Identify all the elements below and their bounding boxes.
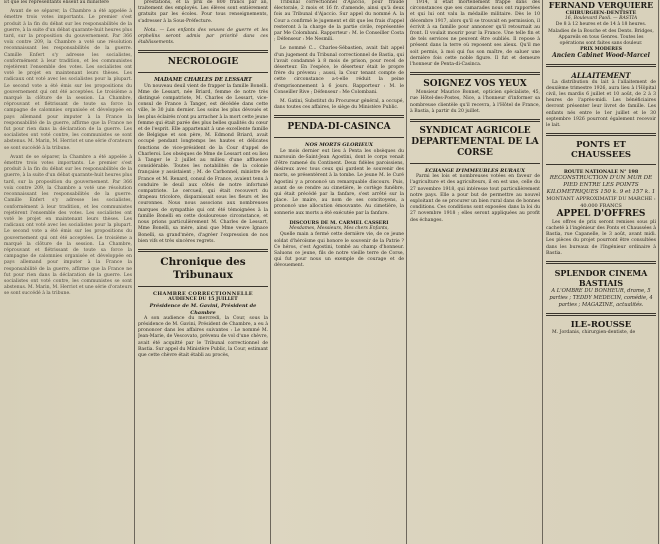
dentist-ad bbox=[546, 0, 656, 60]
column-rule bbox=[270, 0, 271, 544]
column-rule bbox=[542, 0, 543, 544]
column-5 bbox=[546, 0, 656, 544]
column-rule bbox=[406, 0, 407, 544]
dentist-address: 16, Boulevard Paoli. — BASTIA bbox=[564, 16, 638, 22]
dentist-hours: De 8 à 12 heures et de 14 à 18 heures. bbox=[555, 22, 647, 28]
penda-subtitle: NOS MORTS GLORIEUX bbox=[305, 142, 373, 149]
syndicat-subtitle: ECHANGE D'IMMEUBLES RURAUX bbox=[425, 168, 525, 175]
opening-line: Et que les représentants élisent au ministère bbox=[4, 0, 109, 5]
dentist-extra: Maladies de la Bouche et des Dents. Bridges, Appareils en tous Genres. Toutes les opérations sont faites sans douleur. bbox=[548, 28, 654, 47]
discours-body: Quelle main a fermé cette dernière vie, de ce jeune soldat d'héroïsme qui honore le souvenir de la Patrie ? Ce héros, c'est Agostini, tombé au champ d'honneur. Saluons ce jeune, fils de notre vieille terre de Corse, qui fut pour nous un exemple de courage et de dévouement. bbox=[274, 232, 404, 269]
column2-note: Nota. — Les enfants des veuves de guerre et les orphelins seront admis par priorité dans ces établissements. bbox=[138, 27, 268, 46]
penda-title: PENDA-DI-CASINCA bbox=[287, 122, 391, 133]
column1-body: Avant de se séparer, la Chambre a été appelée à émettre trois votes importants. Le premier s'est produit à la fin du débat sur les responsabilités de la guerre, à la suite d'un débat quarante-huit heures plus tard, sur la proposition du gouvernement. Par 366 voix contre 209, la Chambre a voté une résolution reconnaissant les responsabilités de la guerre. Camille Enfert s'y adresse les socialistes, conformément à leur tradition, et les communistes rejetèrent l'ensemble des votes. Les socialistes ont voté le projet en maintenant leurs thèses. Les radicaux ont voté avec les socialistes pour la plupart. Le second vote a été émis sur les propositions du gouvernement qui ont été acceptées. Le troisième a marqué la clôture de la session. La Chambre, réprouvant et flétrissant de toute sa force la campagne de calomnies organisée et développée en pays allemand pour imputer à la France la responsabilité de la guerre, affirme que la France ne fut pour rien dans la déclaration de la guerre. Les socialistes ont voté contre, les communistes se sont abstenus. M. Marin, M. Herriot et une série d'orateurs se sont succédé à la tribune. bbox=[4, 9, 132, 151]
column-1 bbox=[4, 0, 132, 544]
syndicat-title: SYNDICAT AGRICOLE DEPARTEMENTAL DE LA CORSE bbox=[411, 126, 539, 159]
ile-body: M. Jordanis, chirurgien-dentiste, de bbox=[552, 330, 636, 336]
ponts-amount: MONTANT APPROXIMATIF DU MARCHE : 40.000 FRANCS bbox=[546, 196, 656, 209]
column3-second: Le nommé C... Charles-Sébastien, avait fait appel d'un jugement du Tribunal correctionnel de Bastia, qui l'avait condamné à 8 mois de prison, pour recel de déserteur. En l'espèce, le déserteur était le propre frère du prévenu ; aussi, la Cour tenant compte de cette circonstance a-t-elle réduit la peine d'emprisonnement à 6 jours. Rapporteur : M. le Conseiller Rive ; Défenseur : Me Colombani. bbox=[274, 46, 404, 95]
column2-intro: prestations, et la prix de 800 francs par an, traitement des employés. Les élèves sont entièrement gratuits par les écoles. Pour tous renseignements, s'adresser à la Sous-Préfecture. bbox=[138, 0, 268, 24]
ponts-route: ROUTE NATIONALE N° 198 bbox=[563, 169, 639, 176]
cinema-body: A L'OMBRE DU BONHEUR, drame, 5 parties ; TEDDY MEDECIN, comédie, 4 parties ; MAGAZINE, actualités. bbox=[549, 288, 653, 309]
dentist-name: FERNAND VERQUIERE bbox=[548, 0, 654, 10]
discours-title: DISCOURS DE M. CARMEL CASSERI bbox=[289, 219, 389, 226]
column-4 bbox=[410, 0, 540, 544]
page-edge-rule bbox=[658, 0, 659, 544]
chamber-title: CHAMBRE CORRECTIONNELLE bbox=[153, 290, 253, 297]
soignez-title: SOIGNEZ VOS YEUX bbox=[423, 79, 527, 90]
necrology-body: Un nouveau deuil vient de frapper la famille Bonelli. Mme de Lessart, née Briard, femme de notre très distingué compatriote, M. Charles de Lessart, vice-consul de France à Tanger, est décédée dans cette ville, le 30 juin dernier. Les soins les plus dévoués et les plus éclairés n'ont pu arracher à la mort cette jeune femme qui était parée des plus belles qualités du cœur et de l'esprit. Elle appartenait à une excellente famille de Belgique et son père, M. Edmond Briard, avait occupé pendant longtemps les hautes et délicates fonctions de vice-président de la Cour d'appel de Charleroi. Les obsèques de Mme de Lessart ont eu lieu à Tanger le 2 juillet au milieu d'une affluence considérable. Toutes les notabilités de la colonie française y assistaient ; M. de Carbonnel, ministre de France et M. Renard, consul de France, avaient tenu à conduire le deuil aux côtés de notre infortuné compatriote. Le cercueil, qui était recouvert du drapeau tricolore, disparaissait sous les fleurs et les couronnes. Nous nous associons aux nombreuses marques de sympathie qui ont été témoignées à la famille Bonelli en cette douloureuse circonstance, et nous prions particulièrement M. Charles de Lessart, Mme Bonelli, sa mère, ainsi que Mme veuve Ignace Bonelli, sa grand'mère, d'agréer l'expression de nos bien vifs et très sincères regrets. bbox=[138, 83, 268, 244]
necrology-title: NECROLOGIE bbox=[167, 57, 239, 68]
dentist-profession: CHIRURGIEN-DENTISTE bbox=[565, 10, 637, 16]
allaitement-title: ALLAITEMENT bbox=[571, 70, 631, 80]
ponts-title: PONTS ET CHAUSSEES bbox=[571, 140, 631, 161]
column-rule bbox=[134, 0, 135, 544]
dentist-former: Ancien Cabinet Wood-Marcel bbox=[552, 52, 650, 60]
chronicle-body: A son audience du mercredi, la Cour, sous la présidence de M. Gavini, Président de Chambre, a eu à prononcer dans les affaires suivantes : Le nommé M. Jean-Marie, de Vescovato, prévenu de vol d'une chèvre, avait été acquitté par le Tribunal correctionnel de Bastia. Sur appel du Ministère Public, la Cour, estimant que cette chèvre était établi au procès, bbox=[138, 315, 268, 358]
column1-body-cont: Avant de se séparer, la Chambre a été appelée à émettre trois votes importants. Le premier s'est produit à la fin du débat sur les responsabilités de la guerre, à la suite d'un débat quarante-huit heures plus tard, sur la proposition du gouvernement. Par 366 voix contre 209, la Chambre a voté une résolution reconnaissant les responsabilités de la guerre. Camille Enfert s'y adresse les socialistes, conformément à leur tradition, et les communistes rejetèrent l'ensemble des votes. Les socialistes ont voté le projet en maintenant leurs thèses. Les radicaux ont voté avec les socialistes pour la plupart. Le second vote a été émis sur les propositions du gouvernement qui ont été acceptées. Le troisième a marqué la clôture de la session. La Chambre, réprouvant et flétrissant de toute sa force la campagne de calomnies organisée et développée en pays allemand pour imputer à la France la responsabilité de la guerre, affirme que la France ne fut pour rien dans la déclaration de la guerre. Les socialistes ont voté contre, les communistes se sont abstenus. M. Marin, M. Herriot et une série d'orateurs se sont succédé à la tribune. bbox=[4, 154, 132, 297]
presidence: Présidence de M. Gavini, Président de Chambre bbox=[149, 303, 257, 316]
appel-body: Les offres de prix seront remises sous pli cacheté à l'ingénieur des Ponts et Chaussées à Bastia, rue Capanelle, le 3 août, avant midi. Les pièces du projet pourront être consultées dans les bureaux de l'Ingénieur ordinaire à Bastia. bbox=[546, 219, 656, 256]
column-2 bbox=[138, 0, 268, 544]
ile-title: ILE-ROUSSE bbox=[570, 320, 632, 331]
chronicle-title: Chronique des Tribunaux bbox=[160, 255, 246, 281]
hearing-date: AUDIENCE DU 15 JUILLET bbox=[168, 297, 238, 303]
ponts-work: RECONSTRUCTION D'UN MUR DE PIED ENTRE LES POINTS KILOMETRIQUES 150 k. 9 et 157 k. 1 bbox=[546, 175, 656, 196]
penda-body: Le mois dernier eut lieu à Penta les obsèques du marsouin de-Saint-Jean Agostini, dont le corps venait d'être ramené du Continent. Deux fidèles paroissiens, désireux avec tous ceux qui gardent le souvenir des morts, se présentèrent à la tombe. Le jeune M. le Curé Agostini y a prononcé un remarquable discours. Puis, avant de se rendre au cimetière, le cortège funèbre, qui était précédé par la fanfare, s'est arrêté sur la place. Le maire, au nom de ses concitoyens, a prononcé une allocution émouvante. Au cimetière, la sonnerie aux morts a été exécutée par la fanfare. bbox=[274, 148, 404, 216]
syndicat-body: Parmi les lois et nombreuses votées en faveur de l'agriculture et des agriculteurs, il en est une, celle du 27 novembre 1918, qui intéresse tout particulièrement notre pays. Elle a pour but de permettre au nouvel exploitant de se procurer un bien rural dans de bonnes conditions. Ces conditions sont exposées dans la loi du 27 novembre 1918 ; elles seront appliquées au profit des échanges. bbox=[410, 174, 540, 223]
soignez-body: Monsieur Maurice Bonnet, opticien spécialiste, 45, rue Hôtel-des-Postes, Nice, a l'honneur d'informer sa nombreuse clientèle qu'il recevra, à l'Hôtel de France, à Bastia, à partir du 20 juillet. bbox=[410, 90, 540, 114]
dentist-prices: PRIX MODERES bbox=[580, 47, 622, 53]
appel-title: APPEL D'OFFRES bbox=[556, 208, 646, 219]
column3-third: M. Gatini, Substitut du Procureur général, a occupé, dans toutes ces affaires, le siège du Ministère Public. bbox=[274, 99, 404, 111]
column4-top: 1914, il était mortellement frappé dans des circonstances que ses camarades nous ont rapportées et qui lui ont valu la médaille militaire. Dès le 10 décembre 1917, alors qu'il se trouvait en permission, il écrivit à sa famille pour annoncer qu'il retournait au front. Il voulait mourir pour la France. Une telle fin et de tels services ne peuvent être oubliés. Il repose à présent dans la terre où reposent ses aïeux. Qu'il me soit permis, à moi qui fus son maître, de saluer une dernière fois cette noble figure. Il fut et demeure l'honneur de Penta-di-Casinca. bbox=[410, 0, 540, 68]
column-3 bbox=[274, 0, 404, 544]
column3-top: Tribunal correctionnel d'Ajaccio, pour fraude électorale, 2 mois et 16 fr. d'amende, ainsi qu'à deux fois au Tribunal d'Ajaccio. Sur appel du nommé A. la Cour a confirmé le jugement et dit que les frais d'appel resteront à la charge de la partie civile, représentée par Me Colombani. Rapporteur : M. le Conseiller Costa ; Défenseur : Me Nesmili. bbox=[274, 0, 404, 43]
necrology-subtitle: MADAME CHARLES DE LESSART bbox=[154, 77, 252, 84]
discours-greeting: Mesdames, Messieurs, Mes chers Enfants, bbox=[289, 226, 389, 232]
allaitement-body: La distribution du lait à l'allaitement de deuxième trimestre 1926, aura lieu à l'Hôpital civil, les mardis 6 juillet et 10 août, de 2 à 3 heures de l'après-midi. Les bénéficiaires devront présenter leur livret de famille. Les enfants nés entre le 1er juillet et le 30 septembre 1926 pourront également recevoir le lait. bbox=[546, 79, 656, 129]
cinema-title: SPLENDOR CINEMA BASTIAIS bbox=[554, 268, 648, 289]
